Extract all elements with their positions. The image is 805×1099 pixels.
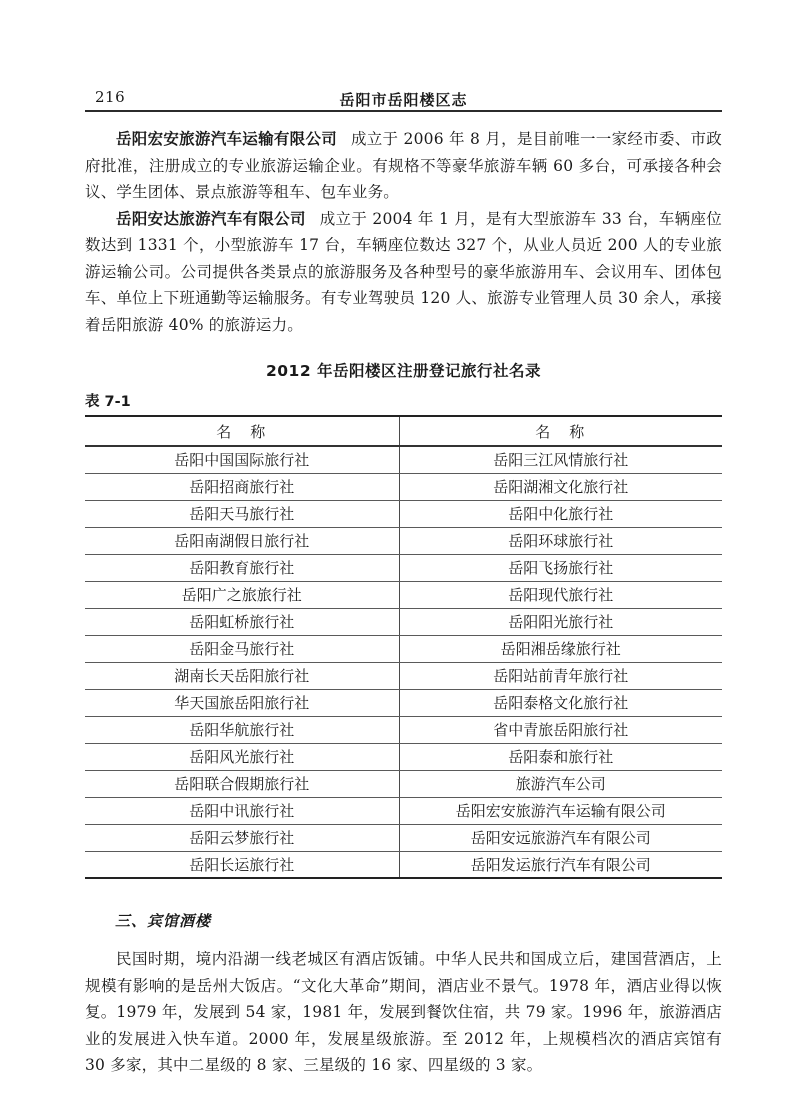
agency-name-right: 岳阳现代旅行社 bbox=[399, 581, 722, 608]
agency-name-right: 岳阳飞扬旅行社 bbox=[399, 554, 722, 581]
agency-name-left: 岳阳教育旅行社 bbox=[85, 554, 399, 581]
agency-name-left: 华天国旅岳阳旅行社 bbox=[85, 689, 399, 716]
agency-name-right: 岳阳湘岳缘旅行社 bbox=[399, 635, 722, 662]
agency-name-right: 岳阳环球旅行社 bbox=[399, 527, 722, 554]
company-name-hongan: 岳阳宏安旅游汽车运输有限公司 bbox=[116, 130, 338, 148]
agency-name-left: 岳阳金马旅行社 bbox=[85, 635, 399, 662]
table-row bbox=[85, 797, 722, 824]
agency-name-right: 岳阳站前青年旅行社 bbox=[399, 662, 722, 689]
paragraph-anda bbox=[85, 206, 722, 339]
agency-name-right: 省中青旅岳阳旅行社 bbox=[399, 716, 722, 743]
agency-name-left: 岳阳中国国际旅行社 bbox=[85, 446, 399, 473]
agency-name-right: 岳阳发运旅行汽车有限公司 bbox=[470, 855, 651, 874]
section-heading: 三、宾馆酒楼 bbox=[115, 912, 212, 930]
paragraph-hongan bbox=[85, 126, 722, 206]
agency-name-right: 岳阳中化旅行社 bbox=[399, 500, 722, 527]
paragraph-hongan-text: 成立于 2006 年 8 月，是目前唯一一家经市委、市政府批准，注册成立的专业旅游运输企业。有规格不等豪华旅游车辆 60 多台，可承接各种会议、学生团体、景点旅游等租车、包车业务。 bbox=[85, 130, 722, 201]
table-row bbox=[85, 446, 722, 473]
agency-name-right: 旅游汽车公司 bbox=[399, 770, 722, 797]
agency-name-right: 岳阳三江风情旅行社 bbox=[399, 446, 722, 473]
book-title: 岳阳市岳阳楼区志 bbox=[339, 91, 468, 109]
table-header-row bbox=[85, 416, 722, 446]
table-title: 2012 年岳阳楼区注册登记旅行社名录 bbox=[265, 362, 542, 380]
table-row bbox=[85, 662, 722, 689]
agency-name-left: 湖南长天岳阳旅行社 bbox=[85, 662, 399, 689]
agency-name-right: 岳阳湖湘文化旅行社 bbox=[399, 473, 722, 500]
table-row bbox=[85, 716, 722, 743]
agency-name-left: 岳阳联合假期旅行社 bbox=[85, 770, 399, 797]
table-row bbox=[85, 824, 722, 851]
paragraph-anda-text: 成立于 2004 年 1 月，是有大型旅游车 33 台，车辆座位数达到 1331 个，小型旅游车 17 台，车辆座位数达 327 个，从业人员近 200 人的专业旅游运输公司。公司提供各类景点的旅游服务及各种型号的豪华旅游用车、会议用车、团体包车、单位上下班通勤等运输服务。有专业驾驶员 120 人、旅游专业管理人员 30 余人，承接着岳阳旅游 40% 的旅游运力。 bbox=[85, 209, 722, 334]
table-row bbox=[85, 743, 722, 770]
agency-name-left: 岳阳虹桥旅行社 bbox=[85, 608, 399, 635]
column-header-left: 名 称 bbox=[85, 416, 399, 446]
table-row bbox=[85, 608, 722, 635]
agency-name-left: 岳阳风光旅行社 bbox=[85, 743, 399, 770]
agency-name-left: 岳阳天马旅行社 bbox=[85, 500, 399, 527]
table-row bbox=[85, 500, 722, 527]
table-row bbox=[85, 473, 722, 500]
table-row bbox=[85, 554, 722, 581]
table-row bbox=[85, 851, 722, 878]
agency-name-left: 岳阳中讯旅行社 bbox=[85, 797, 399, 824]
agency-name-right: 岳阳宏安旅游汽车运输有限公司 bbox=[399, 797, 722, 824]
agency-name-left: 岳阳长运旅行社 bbox=[85, 851, 399, 878]
agency-name-right: 岳阳泰格文化旅行社 bbox=[399, 689, 722, 716]
agency-name-right: 岳阳安远旅游汽车有限公司 bbox=[399, 824, 722, 851]
agency-name-left: 岳阳广之旅旅行社 bbox=[85, 581, 399, 608]
column-header-right: 名 称 bbox=[399, 416, 722, 446]
table-label: 表 7-1 bbox=[85, 394, 131, 410]
agency-name-right: 岳阳阳光旅行社 bbox=[399, 608, 722, 635]
section-paragraph: 民国时期，境内沿湖一线老城区有酒店饭铺。中华人民共和国成立后，建国营酒店，上规模有影响的是岳州大饭店。“文化大革命”期间，酒店业不景气。1978 年，酒店业得以恢复。1979 年，发展到 54 家，1981 年，发展到餐饮住宿，共 79 家。1996 年，旅游酒店业的发展进入快车道。2000 年，发展星级旅游。至 2012 年，上规模档次的酒店宾馆有 30 多家，其中二星级的 8 家、三星级的 16 家、四星级的 3 家。 bbox=[85, 950, 722, 1074]
table-body bbox=[85, 416, 722, 878]
agency-name-left: 岳阳华航旅行社 bbox=[85, 716, 399, 743]
table-row bbox=[85, 689, 722, 716]
agency-name-left: 岳阳云梦旅行社 bbox=[85, 824, 399, 851]
company-name-anda: 岳阳安达旅游汽车有限公司 bbox=[116, 209, 306, 228]
agency-name-right: 岳阳泰和旅行社 bbox=[399, 743, 722, 770]
agency-name-left: 岳阳南湖假日旅行社 bbox=[85, 527, 399, 554]
table-row bbox=[85, 770, 722, 797]
table-row bbox=[85, 581, 722, 608]
page-number: 216 bbox=[95, 88, 126, 106]
table-row bbox=[85, 635, 722, 662]
page-content bbox=[85, 88, 722, 1079]
running-head bbox=[85, 88, 722, 112]
travel-agency-table bbox=[85, 415, 722, 879]
agency-name-left: 岳阳招商旅行社 bbox=[85, 473, 399, 500]
table-row bbox=[85, 527, 722, 554]
